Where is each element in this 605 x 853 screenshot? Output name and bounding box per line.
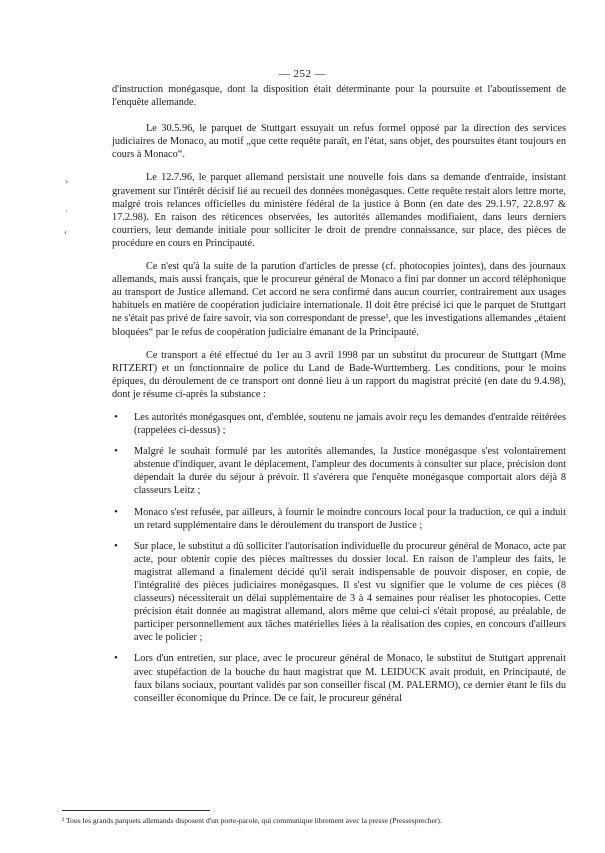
bullet-icon: • bbox=[114, 410, 118, 423]
paragraph-presse: Ce n'est qu'à la suite de la parution d'articles de presse (cf. photocopies jointes), dans des journaux allemands, mais aussi français, que le procureur général de Monaco a fini par donner un accord téléphonique au transport de Justice allemand. Cet accord ne sera confirmé dans aucun courrier, contrairement aux usages habituels en matière de coopération judiciaire internationale. Il doit être précisé ici que le parquet de Stuttgart ne s'était pas privé de faire savoir, via son correspondant de presse¹, que les investigations allemandes „étaient bloquées“ par le refus de coopération judiciaire émanant de la Principauté. bbox=[112, 261, 566, 338]
bullet-icon: • bbox=[114, 505, 118, 518]
paragraph-demande-entraide: Le 12.7.96, le parquet allemand persistait une nouvelle fois dans sa demande d'entraide, insistant gravement sur l'intérêt décisif lié au recueil des données monégasques. Cette requête restait alors lettre morte, malgré trois relances officielles du ministère fédéral de la justice à Bonn (en date des 29.1.97, 22.8.97 & 17.2.98). En raison des réticences observées, les autorités allemandes modifiaient, dans leurs derniers courriers, leur demande initiale pour solliciter le droit de prendre connaissance, sur place, des pièces de procédure en cours en Principauté. bbox=[112, 172, 566, 249]
bullet-item bbox=[112, 506, 566, 532]
bullet-text: Malgré le souhait formulé par les autorités allemandes, la Justice monégasque s'est volontairement abstenue d'indiquer, avant le déplacement, l'ampleur des documents à consulter sur place, précision dont dépendait la durée du séjour à prévoir. Il s'avérera que l'enquête monégasque comportait alors déjà 8 classeurs Leitz ; bbox=[134, 446, 566, 497]
bullet-text: Lors d'un entretien, sur place, avec le procureur général de Monaco, le substitut de Stuttgart apprenait avec stupéfaction de la bouche du haut magistrat que M. LEIDUCK avait produit, en Principauté, de faux bilans sociaux, pourtant validés par son conseiller fiscal (M. PALERMO), ce dernier étant le fils du conseiller économique du Prince. De ce fait, le procureur général bbox=[134, 653, 566, 704]
paragraph-refus-monaco: Le 30.5.96, le parquet de Stuttgart essuyait un refus formel opposé par la direction des services judiciaires de Monaco, au motif „que cette requête paraît, en l'état, sans objet, des poursuites étant toujours en cours à Monaco“. bbox=[112, 123, 566, 161]
bullet-text: Monaco s'est refusée, par ailleurs, à fournir le moindre concours local pour la traduction, ce qui a induit un retard supplémentaire dans le déroulement du transport de Justice ; bbox=[134, 506, 566, 531]
margin-mark: · bbox=[65, 206, 68, 216]
margin-mark: ‹ bbox=[64, 227, 67, 237]
paragraph-transport: Ce transport a été effectué du 1er au 3 avril 1998 par un substitut du procureur de Stuttgart (Mme RITZERT) et un fonctionnaire de police du Land de Bade-Wurttemberg. Les conditions, pour le moins épiques, du déroulement de ce transport ont donné lieu à un rapport du magistrat précité (en date du 9.4.98), dont je résume ci-après la substance : bbox=[112, 349, 566, 400]
bullet-item bbox=[112, 445, 566, 497]
page-number: — 252 — bbox=[278, 68, 327, 80]
bullet-icon: • bbox=[114, 445, 118, 458]
bullet-icon: • bbox=[114, 652, 118, 665]
bullet-item bbox=[112, 411, 566, 437]
bullet-item bbox=[112, 540, 566, 645]
margin-mark: › bbox=[65, 176, 68, 186]
bullet-text: Sur place, le substitut a dû solliciter l'autorisation individuelle du procureur général de Monaco, acte par acte, pour obtenir copie des pièces maîtresses du dossier local. En raison de l'ampleur des faits, le magistrat allemand a finalement décidé qu'il serait indispensable de pouvoir disposer, en copie, de l'intégralité des pièces judiciaires monégasques. Il s'est vu signifier que le volume de ces pièces (8 classeurs) nécessiterait un délai supplémentaire de 3 à 4 semaines pour réaliser les photocopies. Cette précision était donnée au magistrat allemand, alors même que celui-ci s'était proposé, au préalable, de participer personnellement aux tâches matérielles liées à la réalisation des copies, en concours d'ailleurs avec le policier ; bbox=[134, 540, 566, 644]
footnote-divider bbox=[62, 810, 210, 811]
bullet-icon: • bbox=[114, 539, 118, 552]
document-body bbox=[112, 83, 566, 713]
bullet-list bbox=[112, 411, 566, 705]
bullet-item bbox=[112, 652, 566, 704]
paragraph-continuation: d'instruction monégasque, dont la disposition était déterminante pour la poursuite et l'aboutissement de l'enquête allemande. bbox=[112, 84, 566, 109]
bullet-text: Les autorités monégasques ont, d'emblée, soutenu ne jamais avoir reçu les demandes d'entraide réitérées (rappelées ci-dessus) ; bbox=[134, 411, 566, 437]
footnote: ¹ Tous les grands parquets allemands disposent d'un porte-parole, qui communique librement avec la presse (Pressesprecher). bbox=[62, 816, 442, 825]
